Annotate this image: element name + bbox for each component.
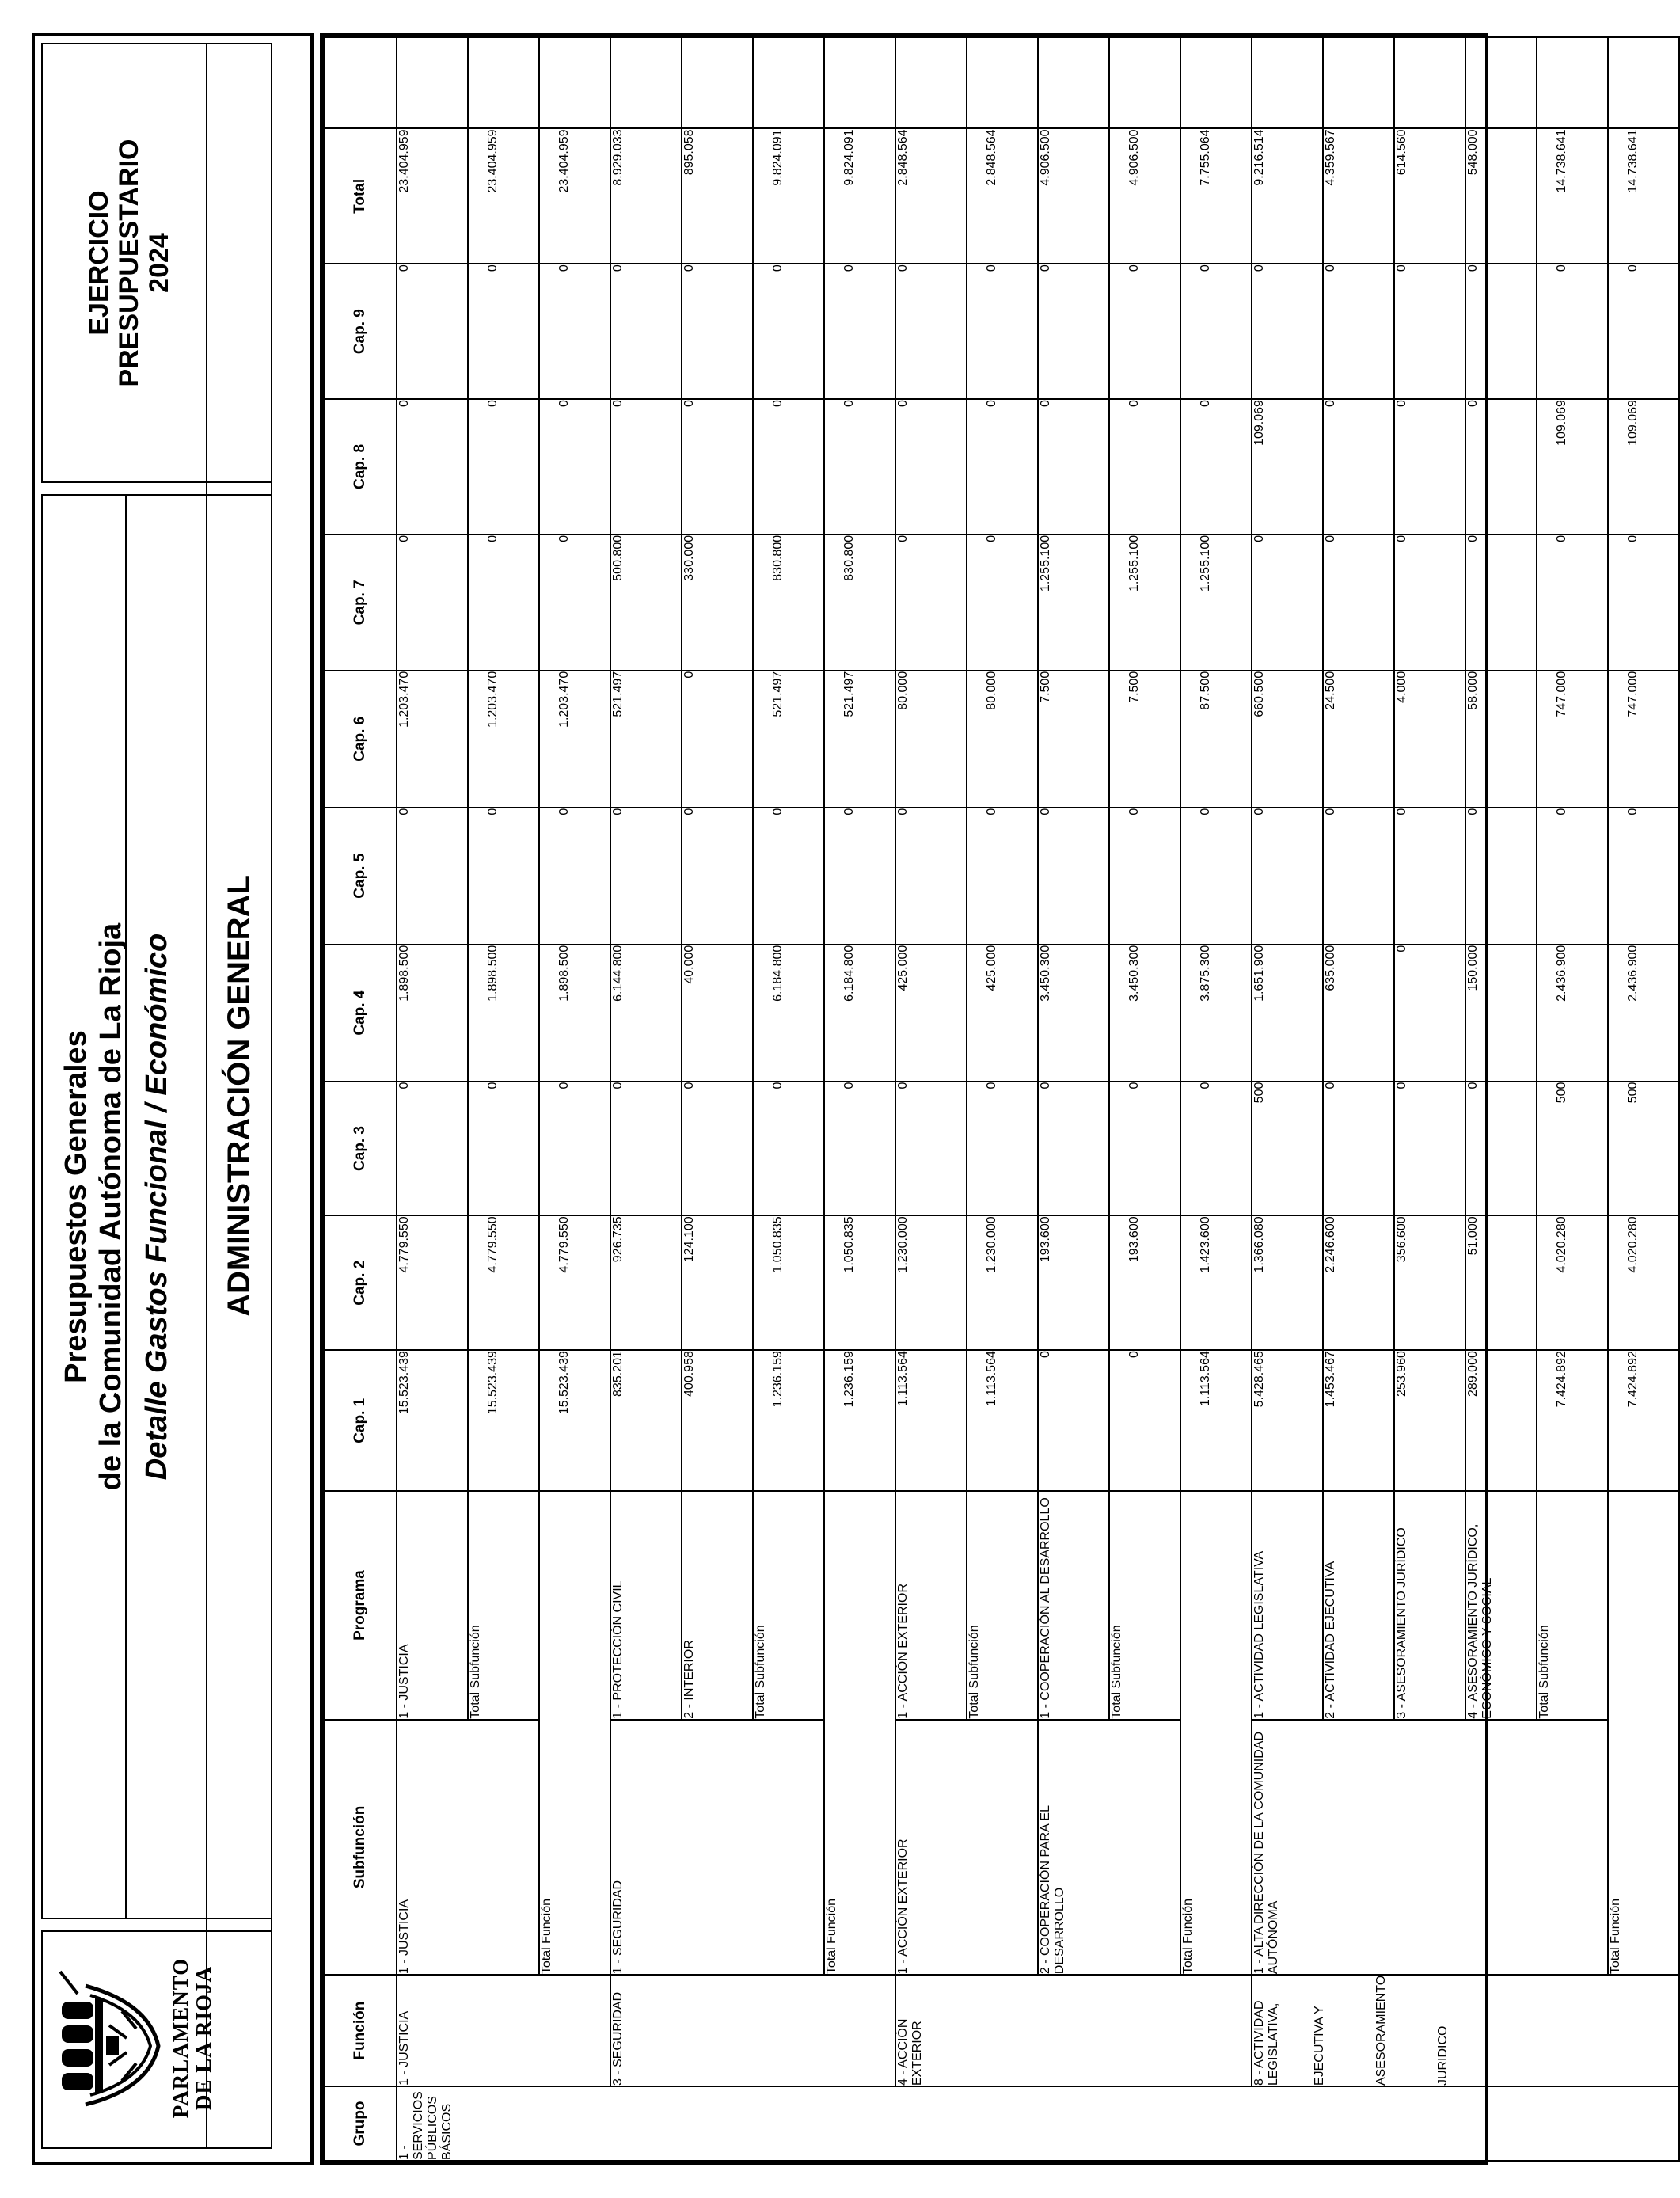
spacer-cell — [967, 37, 1038, 128]
amount-cell-cap4: 6.144.800 — [610, 945, 682, 1082]
total-funcion-label: Total Función — [1608, 1491, 1679, 1975]
amount-cell-cap6: 521.497 — [610, 671, 682, 808]
amount-cell-cap6: 1.203.470 — [397, 671, 468, 808]
amount-cell-cap7: 1.255.100 — [1180, 534, 1252, 671]
amount-cell-cap3: 0 — [824, 1082, 895, 1216]
funcion-line: EJECUTIVA Y — [1313, 2006, 1326, 2086]
amount-cell-cap1: 0 — [1109, 1350, 1180, 1491]
amount-cell-cap9: 0 — [1608, 264, 1679, 399]
amount-cell-cap1: 289.000 — [1465, 1350, 1537, 1491]
total-subfuncion-label: Total Subfunción — [1109, 1491, 1180, 1719]
amount-cell-cap7: 1.255.100 — [1109, 534, 1180, 671]
amount-cell-total: 14.738.641 — [1537, 128, 1608, 264]
amount-cell-cap4: 3.450.300 — [1038, 945, 1109, 1082]
amount-cell-total: 9.824.091 — [753, 128, 824, 264]
amount-cell-cap4: 1.898.500 — [539, 945, 610, 1082]
amount-cell-cap4: 3.450.300 — [1109, 945, 1180, 1082]
amount-cell-cap2: 51.000 — [1465, 1215, 1537, 1350]
spacer-cell — [1180, 37, 1252, 128]
section-bar — [206, 43, 272, 2149]
programa-cell: 2 - INTERIOR — [682, 1491, 753, 1719]
amount-cell-cap9: 0 — [682, 264, 753, 399]
amount-cell-cap4: 2.436.900 — [1537, 945, 1608, 1082]
col-header-total: Total — [324, 128, 397, 264]
amount-cell-cap1: 7.424.892 — [1537, 1350, 1608, 1491]
budget-table-frame — [320, 33, 1640, 2165]
amount-cell-cap9: 0 — [753, 264, 824, 399]
amount-cell-cap6: 747.000 — [1608, 671, 1679, 808]
amount-cell-cap3: 500 — [1537, 1082, 1608, 1216]
amount-cell-cap6: 7.500 — [1109, 671, 1180, 808]
amount-cell-cap3: 0 — [967, 1082, 1038, 1216]
amount-cell-total: 4.359.567 — [1323, 128, 1394, 264]
spacer-cell — [1608, 37, 1679, 128]
amount-cell-total: 23.404.959 — [397, 128, 468, 264]
col-header-cap8: Cap. 8 — [324, 399, 397, 534]
amount-cell-cap8: 0 — [468, 399, 539, 534]
amount-cell-cap2: 1.366.080 — [1252, 1215, 1323, 1350]
amount-cell-cap5: 0 — [468, 808, 539, 945]
amount-cell-cap8: 0 — [1394, 399, 1465, 534]
programa-cell: 1 - ACTIVIDAD LEGISLATIVA — [1252, 1491, 1323, 1719]
amount-cell-cap3: 0 — [1180, 1082, 1252, 1216]
amount-cell-cap6: 521.497 — [824, 671, 895, 808]
spacer-cell — [1465, 37, 1537, 128]
amount-cell-cap2: 1.050.835 — [824, 1215, 895, 1350]
amount-cell-cap3: 0 — [1323, 1082, 1394, 1216]
table-row — [895, 37, 967, 2161]
amount-cell-total: 8.929.033 — [610, 128, 682, 264]
amount-cell-cap9: 0 — [1394, 264, 1465, 399]
programa-cell: 1 - PROTECCIÓN CIVIL — [610, 1491, 682, 1719]
amount-cell-cap2: 2.246.600 — [1323, 1215, 1394, 1350]
amount-cell-cap7: 0 — [967, 534, 1038, 671]
amount-cell-cap9: 0 — [1323, 264, 1394, 399]
amount-cell-cap2: 926.735 — [610, 1215, 682, 1350]
programa-cell: 4 - ASESORAMIENTO JURÍDICO, ECONÓMICO Y SOCIAL — [1465, 1491, 1537, 1719]
amount-cell-cap6: 1.203.470 — [468, 671, 539, 808]
amount-cell-cap3: 0 — [895, 1082, 967, 1216]
amount-cell-total: 614.560 — [1394, 128, 1465, 264]
amount-cell-cap4: 3.875.300 — [1180, 945, 1252, 1082]
amount-cell-cap8: 0 — [1038, 399, 1109, 534]
col-header-cap1: Cap. 1 — [324, 1350, 397, 1491]
ejercicio-label — [84, 44, 174, 481]
amount-cell-cap3: 0 — [539, 1082, 610, 1216]
col-header-cap4: Cap. 4 — [324, 945, 397, 1082]
amount-cell-cap6: 87.500 — [1180, 671, 1252, 808]
amount-cell-cap2: 1.230.000 — [967, 1215, 1038, 1350]
amount-cell-cap7: 0 — [895, 534, 967, 671]
amount-cell-cap9: 0 — [1180, 264, 1252, 399]
function-total-row — [1608, 37, 1679, 2161]
table-row — [610, 37, 682, 2161]
amount-cell-cap3: 0 — [682, 1082, 753, 1216]
programa-cell: 1 - ACCIÓN EXTERIOR — [895, 1491, 967, 1719]
amount-cell-cap4: 6.184.800 — [753, 945, 824, 1082]
amount-cell-cap8: 0 — [682, 399, 753, 534]
amount-cell-cap8: 0 — [895, 399, 967, 534]
amount-cell-cap6: 24.500 — [1323, 671, 1394, 808]
amount-cell-cap4: 1.898.500 — [397, 945, 468, 1082]
funcion-line: JURIDICO — [1436, 2025, 1450, 2086]
amount-cell-cap1: 835.201 — [610, 1350, 682, 1491]
col-header-cap3: Cap. 3 — [324, 1082, 397, 1216]
funcion-cell — [1252, 1975, 1679, 2086]
subfuncion-cell: 1 - JUSTICIA — [397, 1720, 539, 1975]
spacer-cell — [539, 37, 610, 128]
subfuncion-cell: 1 - ALTA DIRECCIÓN DE LA COMUNIDAD AUTÓNOMA — [1252, 1720, 1608, 1975]
document-subtitle: Detalle Gastos Funcional / Económico — [140, 933, 173, 1481]
amount-cell-cap2: 4.779.550 — [539, 1215, 610, 1350]
amount-cell-cap5: 0 — [1465, 808, 1537, 945]
ejercicio-year: 2024 — [144, 233, 174, 293]
programa-cell: 3 - ASESORAMIENTO JURÍDICO — [1394, 1491, 1465, 1719]
amount-cell-cap6: 521.497 — [753, 671, 824, 808]
amount-cell-cap7: 830.800 — [753, 534, 824, 671]
logo-text-line1: PARLAMENTO — [169, 1957, 192, 2119]
amount-cell-cap1: 1.113.564 — [967, 1350, 1038, 1491]
col-header-blank — [324, 37, 397, 128]
amount-cell-cap8: 0 — [1109, 399, 1180, 534]
amount-cell-cap9: 0 — [1109, 264, 1180, 399]
amount-cell-cap3: 0 — [468, 1082, 539, 1216]
amount-cell-cap8: 0 — [1465, 399, 1537, 534]
amount-cell-cap1: 15.523.439 — [539, 1350, 610, 1491]
amount-cell-cap3: 0 — [1394, 1082, 1465, 1216]
amount-cell-cap5: 0 — [1038, 808, 1109, 945]
amount-cell-cap5: 0 — [967, 808, 1038, 945]
amount-cell-cap1: 1.236.159 — [824, 1350, 895, 1491]
col-header-programa: Programa — [324, 1491, 397, 1719]
amount-cell-cap5: 0 — [1323, 808, 1394, 945]
col-header-subfuncion: Subfunción — [324, 1720, 397, 1975]
amount-cell-cap8: 109.069 — [1252, 399, 1323, 534]
spacer-cell — [397, 37, 468, 128]
subtitle-area — [125, 494, 204, 1919]
amount-cell-cap4: 2.436.900 — [1608, 945, 1679, 1082]
amount-cell-cap4: 0 — [1394, 945, 1465, 1082]
amount-cell-total: 4.906.500 — [1109, 128, 1180, 264]
amount-cell-cap4: 425.000 — [967, 945, 1038, 1082]
amount-cell-cap5: 0 — [1252, 808, 1323, 945]
spacer-cell — [1252, 37, 1323, 128]
total-funcion-label: Total Función — [539, 1491, 610, 1975]
amount-cell-cap3: 0 — [753, 1082, 824, 1216]
function-total-row — [824, 37, 895, 2161]
table-row — [1252, 37, 1323, 2161]
total-subfuncion-label: Total Subfunción — [967, 1491, 1038, 1719]
subfuncion-cell: 2 - COOPERACIÓN PARA EL DESARROLLO — [1038, 1720, 1180, 1975]
amount-cell-cap9: 0 — [1252, 264, 1323, 399]
col-header-funcion: Función — [324, 1975, 397, 2086]
amount-cell-cap9: 0 — [397, 264, 468, 399]
document-title-line2: de la Comunidad Autónoma de La Rioja — [94, 922, 127, 1491]
function-total-row — [539, 37, 610, 2161]
amount-cell-cap5: 0 — [1394, 808, 1465, 945]
amount-cell-cap5: 0 — [824, 808, 895, 945]
amount-cell-cap8: 0 — [753, 399, 824, 534]
amount-cell-total: 23.404.959 — [468, 128, 539, 264]
amount-cell-cap7: 500.800 — [610, 534, 682, 671]
amount-cell-cap8: 0 — [610, 399, 682, 534]
amount-cell-cap2: 1.230.000 — [895, 1215, 967, 1350]
amount-cell-cap7: 0 — [1608, 534, 1679, 671]
amount-cell-cap5: 0 — [895, 808, 967, 945]
amount-cell-cap5: 0 — [753, 808, 824, 945]
table-row — [1038, 37, 1109, 2161]
total-funcion-label: Total Función — [824, 1491, 895, 1975]
amount-cell-cap1: 253.960 — [1394, 1350, 1465, 1491]
parliament-logo-icon — [54, 1964, 165, 2112]
amount-cell-cap5: 0 — [539, 808, 610, 945]
table-header-row — [324, 37, 397, 2161]
amount-cell-cap1: 7.424.892 — [1608, 1350, 1679, 1491]
amount-cell-cap6: 1.203.470 — [539, 671, 610, 808]
grupo-cell: 1 - SERVICIOS PÚBLICOS BÁSICOS — [397, 2086, 1679, 2161]
document-title-line1: Presupuestos Generales — [59, 1030, 93, 1383]
amount-cell-cap4: 6.184.800 — [824, 945, 895, 1082]
amount-cell-cap4: 1.898.500 — [468, 945, 539, 1082]
amount-cell-cap9: 0 — [1465, 264, 1537, 399]
amount-cell-cap6: 80.000 — [967, 671, 1038, 808]
amount-cell-cap8: 0 — [1323, 399, 1394, 534]
amount-cell-cap5: 0 — [1537, 808, 1608, 945]
amount-cell-cap9: 0 — [1537, 264, 1608, 399]
amount-cell-cap9: 0 — [539, 264, 610, 399]
amount-cell-cap7: 0 — [1465, 534, 1537, 671]
spacer-cell — [753, 37, 824, 128]
spacer-cell — [610, 37, 682, 128]
amount-cell-cap5: 0 — [1180, 808, 1252, 945]
total-subfuncion-label: Total Subfunción — [1537, 1491, 1608, 1719]
amount-cell-cap4: 150.000 — [1465, 945, 1537, 1082]
amount-cell-cap7: 0 — [1252, 534, 1323, 671]
amount-cell-cap8: 0 — [1180, 399, 1252, 534]
amount-cell-cap7: 0 — [539, 534, 610, 671]
amount-cell-cap5: 0 — [682, 808, 753, 945]
col-header-cap6: Cap. 6 — [324, 671, 397, 808]
col-header-grupo: Grupo — [324, 2086, 397, 2161]
logo-text-line2: DE LA RIOJA — [192, 1965, 215, 2111]
amount-cell-cap7: 0 — [1537, 534, 1608, 671]
amount-cell-total: 9.824.091 — [824, 128, 895, 264]
amount-cell-cap1: 15.523.439 — [468, 1350, 539, 1491]
amount-cell-cap3: 0 — [1038, 1082, 1109, 1216]
amount-cell-cap4: 635.000 — [1323, 945, 1394, 1082]
total-funcion-label: Total Función — [1180, 1491, 1252, 1975]
amount-cell-cap7: 0 — [397, 534, 468, 671]
amount-cell-cap8: 109.069 — [1608, 399, 1679, 534]
amount-cell-cap1: 15.523.439 — [397, 1350, 468, 1491]
amount-cell-cap8: 0 — [967, 399, 1038, 534]
amount-cell-cap9: 0 — [967, 264, 1038, 399]
amount-cell-cap6: 4.000 — [1394, 671, 1465, 808]
funcion-line: ASESORAMIENTO — [1374, 1975, 1388, 2086]
amount-cell-cap7: 0 — [1394, 534, 1465, 671]
amount-cell-cap7: 330.000 — [682, 534, 753, 671]
spacer-cell — [1038, 37, 1109, 128]
amount-cell-cap4: 425.000 — [895, 945, 967, 1082]
amount-cell-cap3: 0 — [610, 1082, 682, 1216]
amount-cell-cap7: 830.800 — [824, 534, 895, 671]
col-header-cap9: Cap. 9 — [324, 264, 397, 399]
amount-cell-cap2: 193.600 — [1038, 1215, 1109, 1350]
amount-cell-cap3: 0 — [397, 1082, 468, 1216]
amount-cell-cap1: 1.236.159 — [753, 1350, 824, 1491]
subfuncion-cell: 1 - SEGURIDAD — [610, 1720, 824, 1975]
amount-cell-cap4: 40.000 — [682, 945, 753, 1082]
amount-cell-cap8: 0 — [824, 399, 895, 534]
amount-cell-cap2: 193.600 — [1109, 1215, 1180, 1350]
spacer-cell — [824, 37, 895, 128]
amount-cell-cap2: 4.779.550 — [397, 1215, 468, 1350]
amount-cell-cap6: 660.500 — [1252, 671, 1323, 808]
spacer-cell — [1537, 37, 1608, 128]
amount-cell-total: 7.755.064 — [1180, 128, 1252, 264]
amount-cell-cap9: 0 — [1038, 264, 1109, 399]
col-header-cap5: Cap. 5 — [324, 808, 397, 945]
spacer-cell — [1394, 37, 1465, 128]
amount-cell-cap2: 1.050.835 — [753, 1215, 824, 1350]
amount-cell-cap1: 1.113.564 — [1180, 1350, 1252, 1491]
funcion-cell: 1 - JUSTICIA — [397, 1975, 610, 2086]
amount-cell-total: 895.058 — [682, 128, 753, 264]
amount-cell-cap3: 0 — [1109, 1082, 1180, 1216]
amount-cell-cap5: 0 — [397, 808, 468, 945]
programa-cell: 1 - JUSTICIA — [397, 1491, 468, 1719]
spacer-cell — [1109, 37, 1180, 128]
amount-cell-cap6: 7.500 — [1038, 671, 1109, 808]
col-header-cap7: Cap. 7 — [324, 534, 397, 671]
spacer-cell — [895, 37, 967, 128]
amount-cell-cap2: 4.020.280 — [1608, 1215, 1679, 1350]
spacer-cell — [468, 37, 539, 128]
funcion-line: 8 - ACTIVIDAD LEGISLATIVA, — [1252, 2000, 1280, 2086]
amount-cell-cap3: 500 — [1252, 1082, 1323, 1216]
amount-cell-cap8: 109.069 — [1537, 399, 1608, 534]
amount-cell-cap1: 400.958 — [682, 1350, 753, 1491]
total-subfuncion-label: Total Subfunción — [468, 1491, 539, 1719]
programa-cell: 1 - COOPERACIÓN AL DESARROLLO — [1038, 1491, 1109, 1719]
table-row — [397, 37, 468, 2161]
amount-cell-total: 23.404.959 — [539, 128, 610, 264]
amount-cell-cap9: 0 — [824, 264, 895, 399]
amount-cell-total: 14.738.641 — [1608, 128, 1679, 264]
amount-cell-cap9: 0 — [895, 264, 967, 399]
spacer-cell — [682, 37, 753, 128]
section-title: ADMINISTRACIÓN GENERAL — [222, 875, 257, 1317]
funcion-cell: 4 - ACCIÓN EXTERIOR — [895, 1975, 1252, 2086]
amount-cell-cap1: 0 — [1038, 1350, 1109, 1491]
amount-cell-total: 2.848.564 — [967, 128, 1038, 264]
amount-cell-cap5: 0 — [610, 808, 682, 945]
spacer-cell — [1323, 37, 1394, 128]
amount-cell-total: 9.216.514 — [1252, 128, 1323, 264]
programa-cell: 2 - ACTIVIDAD EJECUTIVA — [1323, 1491, 1394, 1719]
amount-cell-cap1: 5.428.465 — [1252, 1350, 1323, 1491]
amount-cell-cap2: 4.020.280 — [1537, 1215, 1608, 1350]
amount-cell-cap4: 1.651.900 — [1252, 945, 1323, 1082]
amount-cell-cap6: 0 — [682, 671, 753, 808]
amount-cell-cap9: 0 — [610, 264, 682, 399]
ejercicio-line2: PRESUPUESTARIO — [114, 139, 144, 387]
amount-cell-cap3: 500 — [1608, 1082, 1679, 1216]
amount-cell-cap6: 747.000 — [1537, 671, 1608, 808]
amount-cell-cap7: 0 — [468, 534, 539, 671]
amount-cell-cap1: 1.113.564 — [895, 1350, 967, 1491]
total-subfuncion-label: Total Subfunción — [753, 1491, 824, 1719]
col-header-cap2: Cap. 2 — [324, 1215, 397, 1350]
amount-cell-cap2: 124.100 — [682, 1215, 753, 1350]
subfuncion-cell: 1 - ACCIÓN EXTERIOR — [895, 1720, 1038, 1975]
table-body — [397, 37, 1679, 2161]
amount-cell-cap7: 0 — [1323, 534, 1394, 671]
amount-cell-cap1: 1.453.467 — [1323, 1350, 1394, 1491]
amount-cell-total: 548.000 — [1465, 128, 1537, 264]
amount-cell-cap5: 0 — [1608, 808, 1679, 945]
funcion-cell: 3 - SEGURIDAD — [610, 1975, 895, 2086]
amount-cell-cap6: 80.000 — [895, 671, 967, 808]
amount-cell-cap5: 0 — [1109, 808, 1180, 945]
amount-cell-cap2: 1.423.600 — [1180, 1215, 1252, 1350]
amount-cell-cap8: 0 — [539, 399, 610, 534]
amount-cell-cap8: 0 — [397, 399, 468, 534]
amount-cell-total: 4.906.500 — [1038, 128, 1109, 264]
amount-cell-cap2: 356.600 — [1394, 1215, 1465, 1350]
amount-cell-cap2: 4.779.550 — [468, 1215, 539, 1350]
amount-cell-cap7: 1.255.100 — [1038, 534, 1109, 671]
budget-table — [323, 36, 1680, 2162]
amount-cell-cap9: 0 — [468, 264, 539, 399]
amount-cell-total: 2.848.564 — [895, 128, 967, 264]
function-total-row — [1180, 37, 1252, 2161]
amount-cell-cap6: 58.000 — [1465, 671, 1537, 808]
ejercicio-line1: EJERCICIO — [84, 190, 114, 336]
amount-cell-cap3: 0 — [1465, 1082, 1537, 1216]
